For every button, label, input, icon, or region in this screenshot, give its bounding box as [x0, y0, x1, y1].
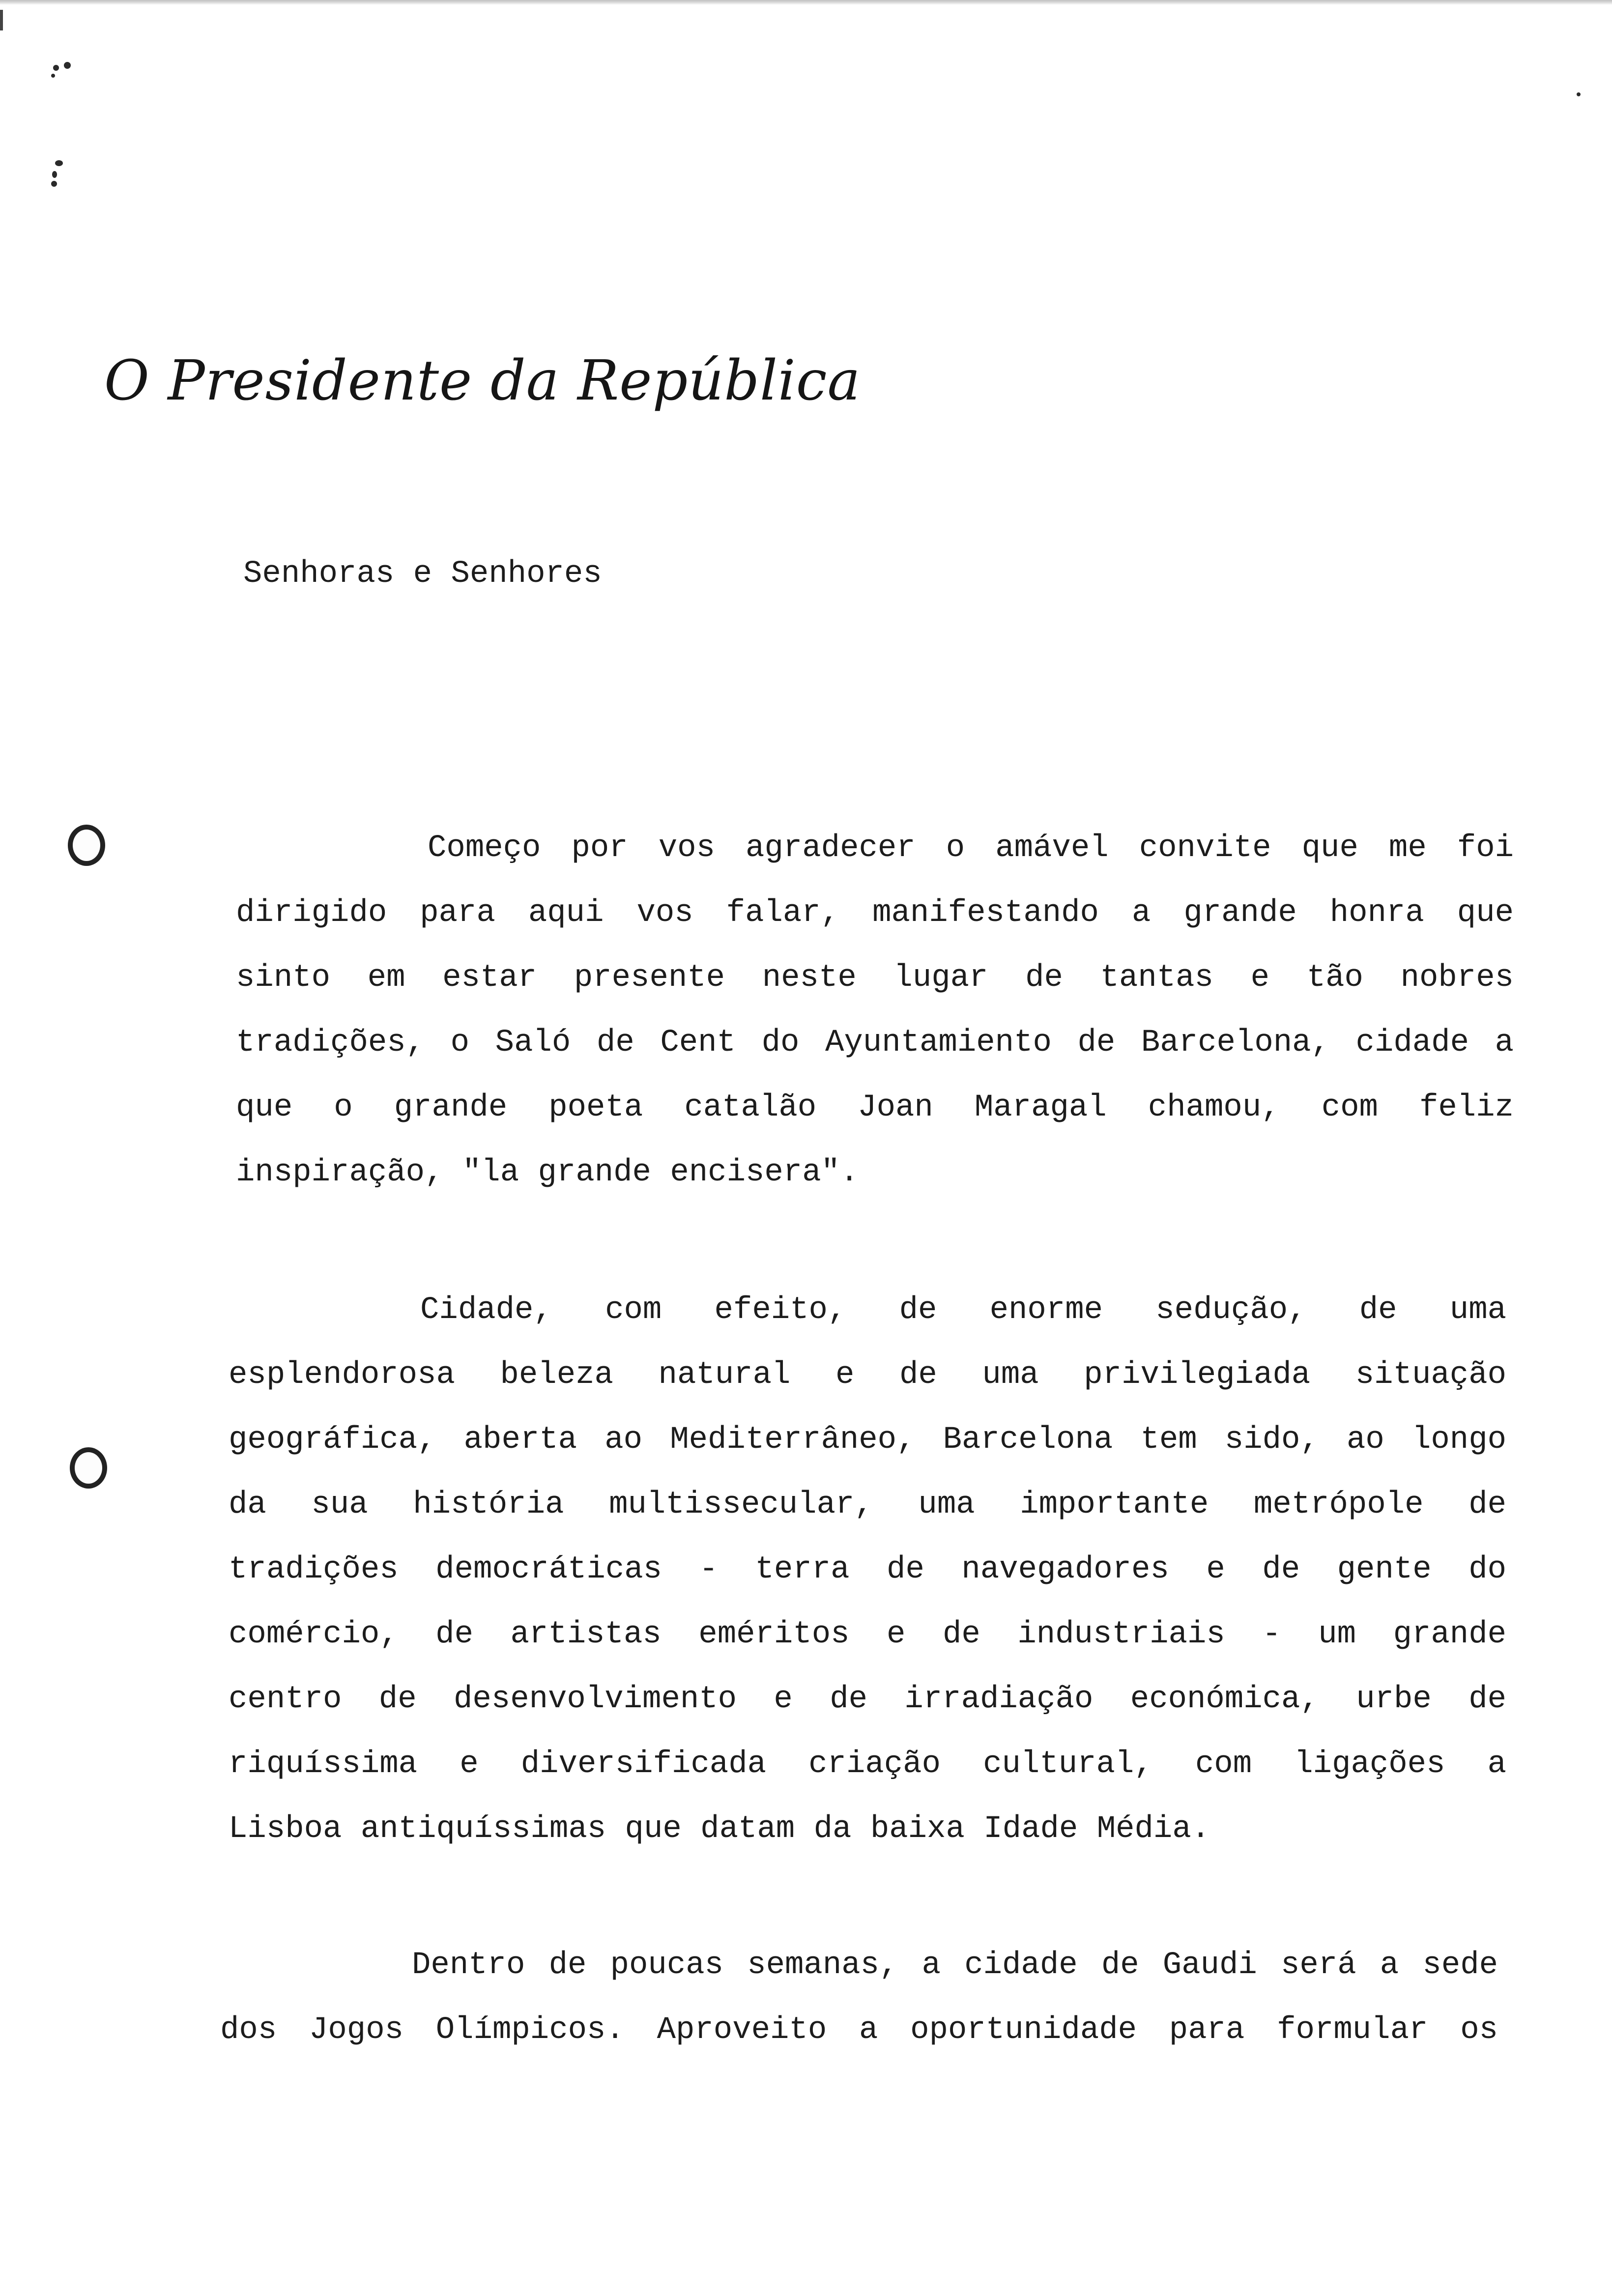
paragraph-line: geográfica, aberta ao Mediterrâneo, Barcelona tem sido, ao longo	[229, 1422, 1506, 1458]
paragraph-line: Cidade, com efeito, de enorme sedução, de uma	[420, 1292, 1506, 1328]
scan-speck	[52, 171, 57, 178]
paragraph-line: dos Jogos Olímpicos. Aproveito a oportunidade para formular os	[220, 2012, 1498, 2048]
letterhead: O Presidente da República	[104, 349, 861, 413]
paragraph-line: Lisboa antiquíssimas que datam da baixa Idade Média.	[229, 1811, 1210, 1847]
salutation: Senhoras e Senhores	[243, 556, 602, 592]
paragraph-line: comércio, de artistas eméritos e de industriais - um grande	[229, 1617, 1506, 1652]
scan-left-mark	[0, 10, 3, 30]
paragraph-2	[229, 1278, 1506, 1862]
scan-speck	[1577, 92, 1581, 96]
paragraph-line: tradições, o Saló de Cent do Ayuntamiento de Barcelona, cidade a	[236, 1025, 1514, 1061]
scan-speck	[64, 62, 71, 69]
paragraph-line: Dentro de poucas semanas, a cidade de Gaudi será a sede	[412, 1948, 1498, 1983]
scan-speck	[55, 160, 63, 166]
paragraph-line: que o grande poeta catalão Joan Maragal chamou, com feliz	[236, 1090, 1514, 1125]
punch-hole-top	[68, 825, 105, 866]
paragraph-line: riquíssima e diversificada criação cultural, com ligações a	[229, 1747, 1506, 1782]
scan-top-edge	[0, 0, 1612, 5]
paragraph-1	[236, 816, 1514, 1205]
paragraph-line: Começo por vos agradecer o amável convite que me foi	[428, 831, 1514, 866]
scan-speck	[51, 181, 57, 187]
scan-speck	[51, 74, 55, 78]
paragraph-line: esplendorosa beleza natural e de uma privilegiada situação	[229, 1357, 1506, 1393]
paragraph-line: sinto em estar presente neste lugar de tantas e tão nobres	[236, 960, 1514, 996]
punch-hole-middle	[70, 1447, 107, 1489]
scan-speck	[53, 65, 59, 71]
paragraph-line: centro de desenvolvimento e de irradiação económica, urbe de	[229, 1682, 1506, 1717]
paragraph-line: da sua história multissecular, uma importante metrópole de	[229, 1487, 1506, 1522]
paragraph-line: dirigido para aqui vos falar, manifestando a grande honra que	[236, 895, 1514, 931]
paragraph-3	[220, 1933, 1498, 2063]
paragraph-line: inspiração, "la grande encisera".	[236, 1155, 859, 1190]
paragraph-line: tradições democráticas - terra de navegadores e de gente do	[229, 1552, 1506, 1587]
